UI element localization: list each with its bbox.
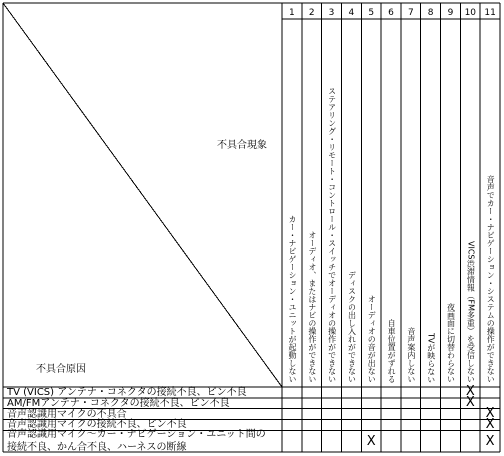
cause-header-label: 不具合原因 <box>36 364 86 375</box>
column-label: 音声案内しない <box>406 327 416 383</box>
column-number: 5 <box>368 8 375 18</box>
column-label: 音声でカー・ナビゲーション・システムの操作ができない <box>486 175 496 383</box>
column-number: 7 <box>407 8 414 18</box>
column-number: 2 <box>308 8 315 18</box>
column-number: 3 <box>328 8 335 18</box>
column-label: ディスクの出し入れができない <box>347 271 357 383</box>
row-label-line: AM/FMアンテナ・コネクタの接続不良、ピン不良 <box>7 397 230 409</box>
column-number: 8 <box>427 8 434 18</box>
column-number: 1 <box>289 8 295 18</box>
column-number: 11 <box>484 8 496 18</box>
column-number: 10 <box>464 8 477 18</box>
row-label-line: 音声認識用マイク〜カー・ナビゲーション・ユニット間の <box>7 429 266 441</box>
column-label: 夜画面に切替わらない <box>446 303 456 383</box>
row-label-line: TV (VICS) アンテナ・コネクタの接続不良、ピン不良 <box>7 386 247 398</box>
row-label-line: 音声認識用マイクの不具合 <box>7 408 127 420</box>
mark-x: X <box>465 384 475 400</box>
row-label <box>7 428 266 454</box>
column-label: TVが映らない <box>426 332 436 383</box>
mark-x: X <box>465 395 475 411</box>
column-number: 6 <box>388 8 394 18</box>
column-label: 自車位置がずれる <box>387 319 397 383</box>
mark-x: X <box>485 434 495 450</box>
column-label: カー・ナビゲーション・ユニットが起動しない <box>288 215 297 383</box>
mark-x: X <box>366 434 376 450</box>
row-label-line: 接続不良、かん合不良、ハーネスの断線 <box>7 442 187 454</box>
column-label: VICS渋滞情報（FM多重）を受信しない <box>466 241 476 383</box>
corner-diagonal <box>3 3 282 387</box>
column-number: 9 <box>447 8 454 18</box>
column-label: オーディオの音が出ない <box>367 295 377 383</box>
symptom-header-label: 不具合現象 <box>217 140 267 151</box>
mark-x: X <box>485 416 495 432</box>
column-label: ステアリング・リモート・コントロール・スイッチでオーディオの操作ができない <box>327 87 337 383</box>
row-label-line: 音声認識用マイクの接続不良、ピン不良 <box>7 419 187 431</box>
column-label: オーディオ、またはナビの操作ができない <box>307 231 317 383</box>
mark-x: X <box>485 406 495 422</box>
column-number: 4 <box>348 8 355 18</box>
